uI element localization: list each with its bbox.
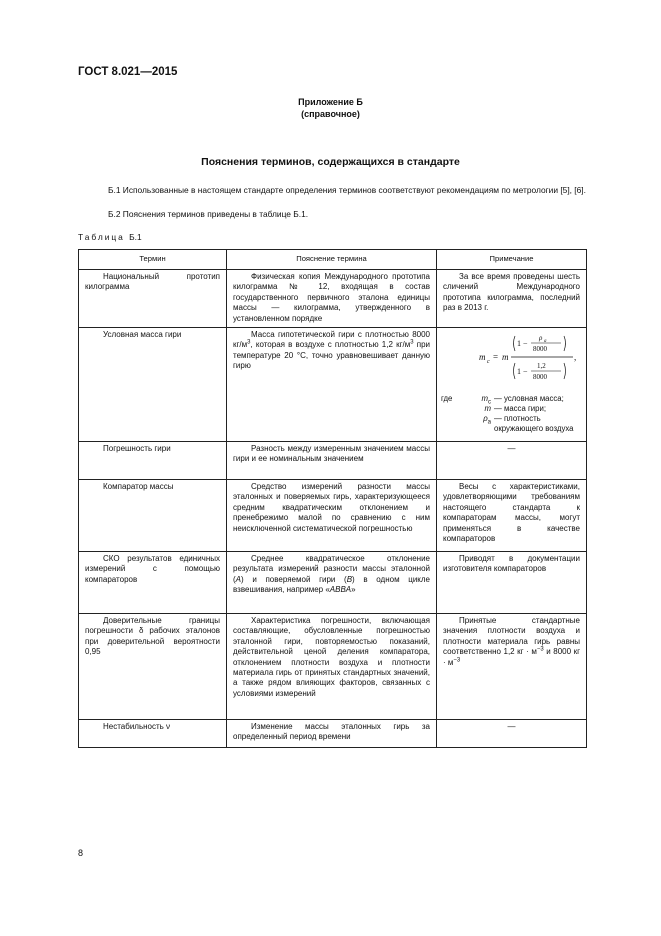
paragraph-b1: Б.1 Использованные в настоящем стандарте определения терминов соответствуют рекомендациям по метрологии [5], [6].: [108, 185, 586, 195]
svg-text:ρ: ρ: [539, 334, 543, 342]
svg-text:a: a: [544, 339, 547, 344]
svg-text:8000: 8000: [533, 345, 547, 353]
note-cell: Принятые стандартные значения плотности воздуха и плотности материала гирь равны соответственно 1,2 кг · $м^{-3}$ и 8000 кг · $м^{-3}$: [437, 614, 587, 720]
table-row: [79, 328, 587, 442]
svg-text:m: m: [479, 352, 486, 362]
explanation-cell: Физическая копия Международного прототипа килограмма № 12, входящая в состав государственного первичного эталона единицы массы — килограмма, утвержденного в установленном порядке: [227, 270, 437, 328]
table-caption-label: Таблица: [78, 232, 125, 242]
svg-text:1: 1: [517, 367, 521, 376]
explanation-cell: Изменение массы эталонных гирь за определенный период времени: [227, 720, 437, 748]
term-cell: Условная масса гири: [79, 328, 227, 442]
note-cell: Весы с характеристиками, удовлетворяющими требованиям настоящего стандарта к компараторам массы, могут применяться в качестве компараторов: [437, 480, 587, 552]
table-row: [79, 552, 587, 614]
note-cell: Приводят в документации изготовителя компараторов: [437, 552, 587, 614]
term-cell: Нестабильность ν: [79, 720, 227, 748]
table-caption: [78, 232, 142, 242]
svg-text:1: 1: [517, 339, 521, 348]
explanation-cell: Масса гипотетической гири с плотностью 8000 $кг/м^3$, которая в воздухе с плотностью 1,2 $кг/м^3$ при температуре 20 °С, точно уравновешивает данную гирю: [227, 328, 437, 442]
legend-row: $\rho_a$ — плотность окружающего воздуха: [483, 414, 574, 433]
table-caption-number: Б.1: [129, 232, 142, 242]
legend-row: где $m_c$ — условная масса;: [441, 394, 564, 406]
header-note: Примечание: [437, 250, 587, 270]
table-row: [79, 720, 587, 748]
svg-text:−: −: [523, 367, 528, 376]
note-cell: —: [437, 442, 587, 480]
document-code: ГОСТ 8.021—2015: [78, 66, 178, 78]
table-row: [79, 480, 587, 552]
table-row: [79, 442, 587, 480]
section-title: Пояснения терминов, содержащихся в стандарте: [201, 156, 460, 168]
svg-text:,: ,: [574, 352, 577, 362]
svg-text:8000: 8000: [533, 373, 547, 381]
svg-text:c: c: [487, 359, 490, 365]
svg-text:=: =: [493, 352, 499, 362]
table-header-row: [79, 250, 587, 270]
explanation-cell: Средство измерений разности массы эталонных и поверяемых гирь, характеризующееся средним квадратическим отклонением и пренебрежимо малой по сравнению с ним неисключенной систематической погрешностью: [227, 480, 437, 552]
svg-text:m: m: [502, 352, 509, 362]
term-cell: Национальный прототип килограмма: [79, 270, 227, 328]
formula-legend: [441, 394, 582, 434]
legend-row: m — масса гири;: [484, 404, 547, 413]
term-cell: Погрешность гири: [79, 442, 227, 480]
svg-text:1,2: 1,2: [537, 362, 546, 370]
table-row: [79, 614, 587, 720]
appendix-heading: [0, 96, 661, 120]
term-cell: Доверительные границы погрешности δ рабочих эталонов при доверительной вероятности 0,95: [79, 614, 227, 720]
paragraph-b2: Б.2 Пояснения терминов приведены в таблице Б.1.: [108, 209, 309, 219]
note-cell: За все время проведены шесть сличений Международного прототипа килограмма, последний раз в 2013 г.: [437, 270, 587, 328]
note-cell: —: [437, 720, 587, 748]
header-explanation: Пояснение термина: [227, 250, 437, 270]
terms-table: [78, 249, 587, 748]
note-cell: [437, 328, 587, 442]
page-number: 8: [78, 848, 84, 858]
table-row: [79, 270, 587, 328]
header-term: Термин: [79, 250, 227, 270]
conventional-mass-formula: [445, 330, 581, 394]
term-cell: Компаратор массы: [79, 480, 227, 552]
svg-text:−: −: [523, 339, 528, 348]
explanation-cell: Среднее квадратическое отклонение результата измерений разности массы эталонной (A) и поверяемой гири (B) в одном цикле взвешивания, например «ABBA»: [227, 552, 437, 614]
appendix-title: Приложение Б: [298, 97, 363, 107]
term-cell: СКО результатов единичных измерений с помощью компараторов: [79, 552, 227, 614]
appendix-subtitle: (справочное): [301, 109, 360, 119]
explanation-cell: Характеристика погрешности, включающая составляющие, обусловленные погрешностью эталонной гири, повторяемостью показаний, действительной ценой деления компаратора, отклонением плотности воздуха и плотности материала гирь от принятых стандартных значений, а также рядом влияющих факторов, связанных с условиями измерений: [227, 614, 437, 720]
explanation-cell: Разность между измеренным значением массы гири и ее номинальным значением: [227, 442, 437, 480]
